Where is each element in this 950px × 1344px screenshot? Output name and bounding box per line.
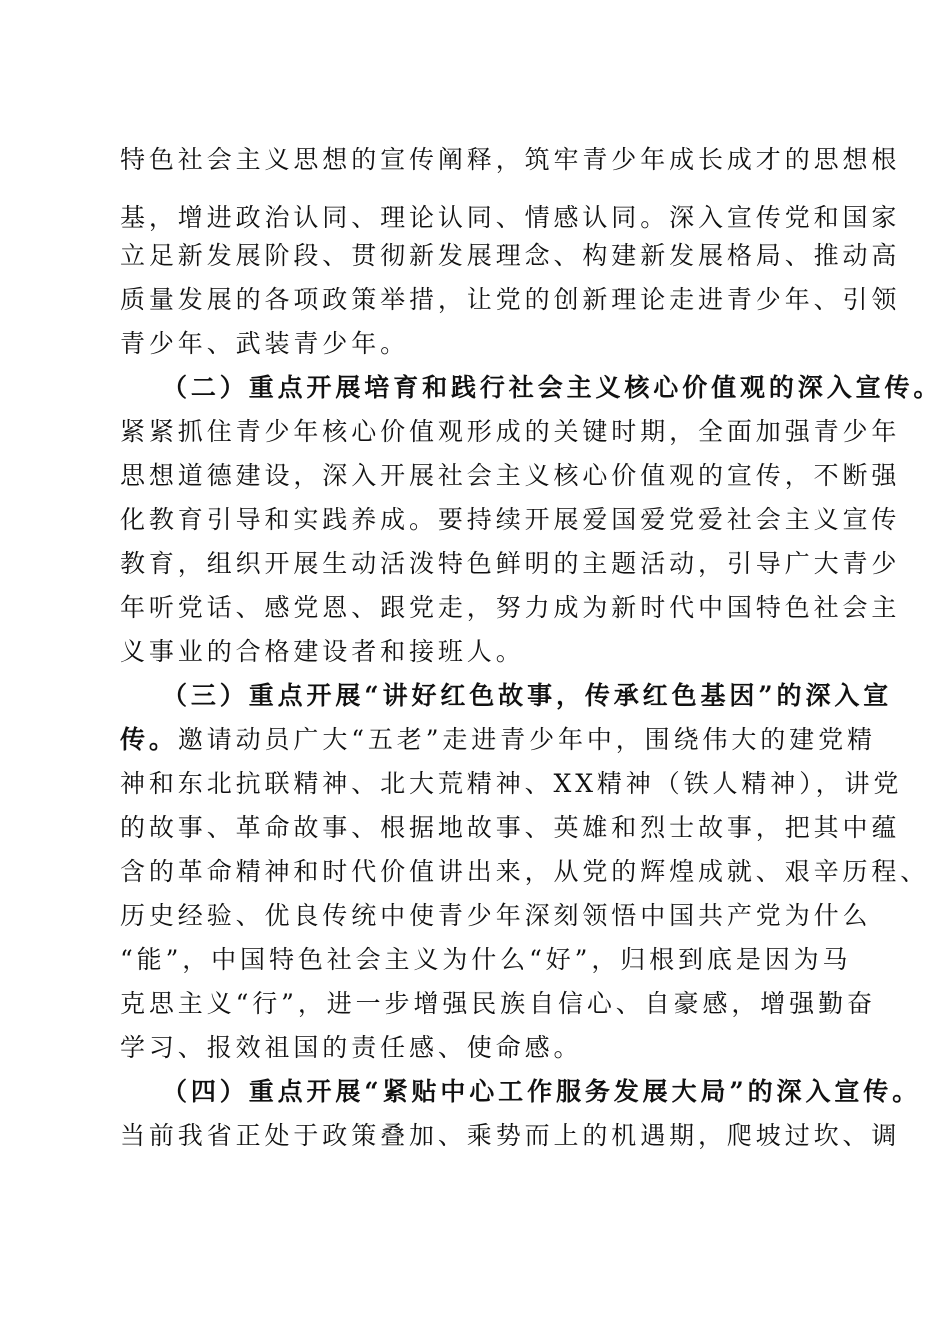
body-line-1: 特色社会主义思想的宣传阐释，筑牢青少年成长成才的思想根: [120, 145, 901, 174]
body-line-15: 含的革命精神和时代价值讲出来，从党的辉煌成就、艰辛历程、: [120, 857, 930, 886]
section-heading-2: （二）重点开展培育和践行社会主义核心价值观的深入宣传。: [162, 373, 943, 402]
body-line-9: 教育，组织开展生动活泼特色鲜明的主题活动，引导广大青少: [120, 549, 901, 578]
body-line-17: “能”，中国特色社会主义为什么“好”，归根到底是因为马: [120, 945, 852, 974]
body-line-19: 学习、报效祖国的责任感、使命感。: [120, 1033, 583, 1062]
body-line-5: 青少年、武装青少年。: [120, 329, 410, 358]
body-line-6: 紧紧抓住青少年核心价值观形成的关键时期，全面加强青少年: [120, 417, 901, 446]
body-line-2: 基，增进政治认同、理论认同、情感认同。深入宣传党和国家: [120, 203, 901, 232]
body-line-11: 义事业的合格建设者和接班人。: [120, 637, 525, 666]
body-line-12: 邀请动员广大“五老”走进青少年中，围绕伟大的建党精: [177, 725, 876, 754]
body-line-4: 质量发展的各项政策举措，让党的创新理论走进青少年、引领: [120, 285, 901, 314]
section-heading-3-cont: 传。: [120, 725, 178, 754]
body-line-3: 立足新发展阶段、贯彻新发展理念、构建新发展格局、推动高: [120, 241, 901, 270]
body-line-13: 神和东北抗联精神、北大荒精神、XX精神（铁人精神），讲党: [120, 769, 903, 798]
section-heading-3: （三）重点开展“讲好红色故事，传承红色基因”的深入宣: [162, 681, 893, 710]
body-line-8: 化教育引导和实践养成。要持续开展爱国爱党爱社会主义宣传: [120, 505, 901, 534]
body-line-14: 的故事、革命故事、根据地故事、英雄和烈士故事，把其中蕴: [120, 813, 901, 842]
section-heading-4: （四）重点开展“紧贴中心工作服务发展大局”的深入宣传。: [162, 1077, 922, 1106]
body-line-18: 克思主义“行”，进一步增强民族自信心、自豪感，增强勤奋: [120, 989, 876, 1018]
body-line-7: 思想道德建设，深入开展社会主义核心价值观的宣传，不断强: [120, 461, 901, 490]
body-line-20: 当前我省正处于政策叠加、乘势而上的机遇期，爬坡过坎、调: [120, 1121, 901, 1150]
body-line-10: 年听党话、感党恩、跟党走，努力成为新时代中国特色社会主: [120, 593, 901, 622]
body-line-12-wrapper: [120, 724, 876, 756]
body-line-16: 历史经验、优良传统中使青少年深刻领悟中国共产党为什么: [120, 901, 872, 930]
